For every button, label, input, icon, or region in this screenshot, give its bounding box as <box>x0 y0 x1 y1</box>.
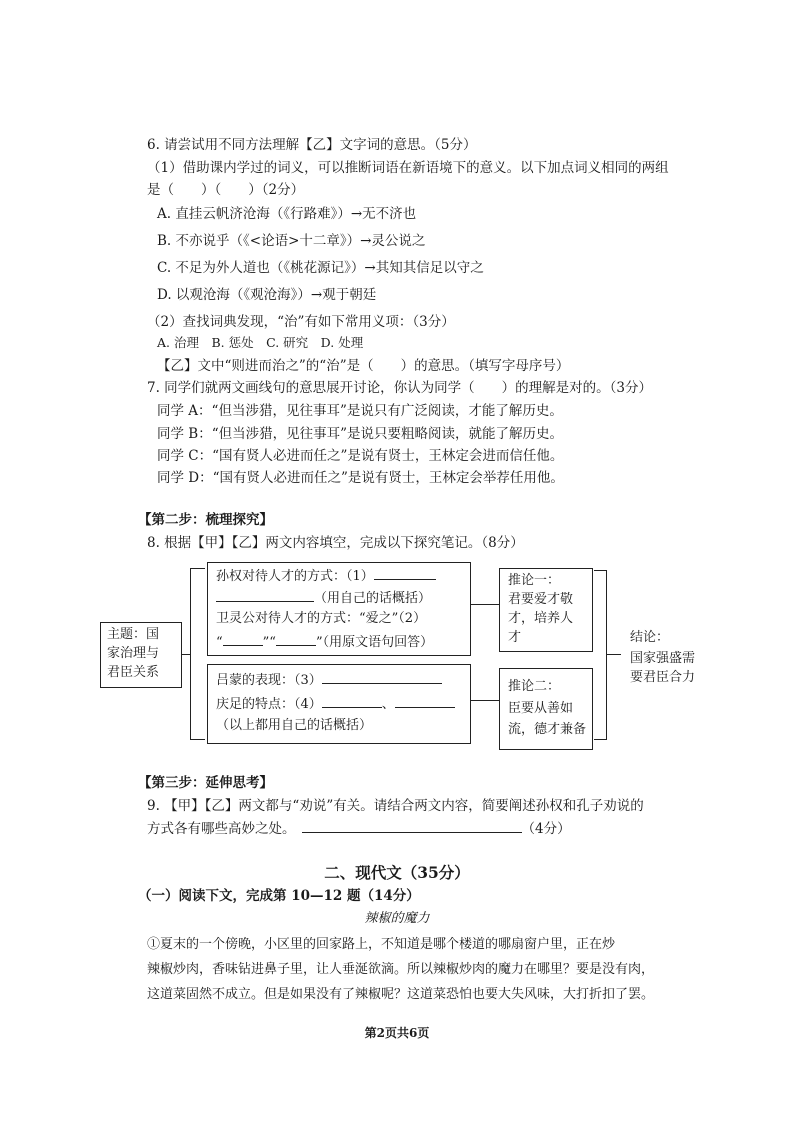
inference2-line3: 流，德才兼备 <box>508 722 587 737</box>
topic-box <box>100 622 182 688</box>
notes-box-1 <box>207 562 471 656</box>
conclusion-line3: 要君臣合力 <box>630 670 696 685</box>
box1-line4: “ ”“ ”（用原文语句回答） <box>216 631 433 653</box>
section2-title: 二、现代文（35分） <box>324 863 470 882</box>
answer-blank-2b[interactable] <box>276 631 316 646</box>
connector-topic <box>182 654 190 655</box>
answer-blank-1[interactable] <box>374 565 436 580</box>
inference1-line1: 推论一： <box>508 573 561 588</box>
answer-blank-3[interactable] <box>322 669 442 684</box>
topic-line-3: 君臣关系 <box>107 665 160 680</box>
conclusion-line1: 结论： <box>630 630 670 645</box>
connector-conclusion <box>607 654 621 655</box>
box2-line1: 吕蒙的表现：（3） <box>216 669 442 691</box>
box1-line3: 卫灵公对待人才的方式：“爱之”（2） <box>216 611 427 626</box>
right-brace <box>594 570 607 740</box>
q7-student-c: 同学 C：“国有贤人必进而任之”是说有贤士，王林定会进而信任他。 <box>157 448 564 464</box>
inference2-line1: 推论二： <box>508 679 561 694</box>
connector-inference1 <box>471 604 499 605</box>
q6-option-a: A. 直挂云帆济沧海（《行路难》）→无不济也 <box>157 206 417 222</box>
passage-line-3: 这道菜固然不成立。但是如果没有了辣椒呢？这道菜恐怕也要大失风味，大打折扣了罢。 <box>147 987 655 1002</box>
connector-inference2 <box>471 700 499 701</box>
answer-blank-1b[interactable] <box>216 587 314 602</box>
q8-stem: 8. 根据【甲】【乙】两文内容填空，完成以下探究笔记。（8分） <box>147 535 524 551</box>
inference1-line2: 君要爱才敬 <box>508 592 574 607</box>
box1-line2: （用自己的话概括） <box>216 587 431 609</box>
q9-answer-blank[interactable] <box>302 818 522 833</box>
section2-subheading: （一）阅读下文，完成第 10—12 题（14分） <box>138 888 420 904</box>
answer-blank-4b[interactable] <box>395 693 455 708</box>
q6-option-d: D. 以观沧海（《观沧海》）→观于朝廷 <box>157 287 377 303</box>
inference1-line4: 才 <box>508 630 522 645</box>
conclusion-line2: 国家强盛需 <box>630 651 696 666</box>
notes-box-2 <box>207 664 471 744</box>
answer-blank-2a[interactable] <box>223 631 263 646</box>
inference-2-box <box>499 668 593 750</box>
conclusion-box <box>621 625 705 691</box>
topic-line-1: 主题：国 <box>107 627 160 642</box>
q7-student-b: 同学 B：“但当涉猎，见往事耳”是说只要粗略阅读，就能了解历史。 <box>157 426 564 442</box>
q6-sub2-line3: 【乙】文中“则进而治之”的“治”是（ ）的意思。（填写字母序号） <box>157 358 570 374</box>
passage-line-2: 辣椒炒肉，香味钻进鼻子里，让人垂涎欲滴。所以辣椒炒肉的魔力在哪里？要是没有肉， <box>147 962 655 977</box>
left-brace <box>190 568 205 740</box>
step2-heading: 【第二步：梳理探究】 <box>138 512 273 528</box>
q6-option-c: C. 不足为外人道也（《桃花源记》）→其知其信足以守之 <box>157 260 484 276</box>
page-footer: 第2页共6页 <box>364 1026 430 1040</box>
q7-student-a: 同学 A：“但当涉猎，见往事耳”是说只有广泛阅读，才能了解历史。 <box>157 403 563 419</box>
inference2-line2: 臣要从善如 <box>508 701 574 716</box>
topic-line-2: 家治理与 <box>107 646 160 661</box>
q7-stem: 7. 同学们就两文画线句的意思展开讨论，你认为同学（ ）的理解是对的。（3分） <box>147 380 653 396</box>
step3-heading: 【第三步：延伸思考】 <box>138 775 273 791</box>
answer-blank-4a[interactable] <box>322 693 382 708</box>
q6-sub2-line1: （2）查找词典发现，“治”有如下常用义项：（3分） <box>147 314 455 330</box>
inference1-line3: 才，培养人 <box>508 611 574 626</box>
box1-line1: 孙权对待人才的方式：（1） <box>216 565 436 587</box>
q6-sub1-line1: （1）借助课内学过的词义，可以推断词语在新语境下的意义。以下加点词义相同的两组 <box>147 160 669 176</box>
passage-title: 辣椒的魔力 <box>364 911 430 926</box>
q9-line1: 9. 【甲】【乙】两文都与“劝说”有关。请结合两文内容，简要阐述孙权和孔子劝说的 <box>147 798 644 814</box>
q9-line2: 方式各有哪些高妙之处。 （4分） <box>147 818 571 839</box>
box2-line3: （以上都用自己的话概括） <box>216 718 373 733</box>
q7-student-d: 同学 D：“国有贤人必进而任之”是说有贤士，王林定会举荐任用他。 <box>157 470 564 486</box>
inference-1-box <box>499 568 593 652</box>
q6-sub2-options: A. 治理 B. 惩处 C. 研究 D. 处理 <box>157 335 364 350</box>
q6-sub1-line2: 是（ ）（ ）（2分） <box>147 182 305 198</box>
passage-line-1: ①夏末的一个傍晚，小区里的回家路上，不知道是哪个楼道的哪扇窗户里，正在炒 <box>147 937 616 952</box>
q6-stem: 6. 请尝试用不同方法理解【乙】文字词的意思。（5分） <box>147 137 477 153</box>
q6-option-b: B. 不亦说乎（《<论语>十二章》）→灵公说之 <box>157 233 426 249</box>
box2-line2: 庆足的特点：（4） 、 <box>216 693 455 715</box>
